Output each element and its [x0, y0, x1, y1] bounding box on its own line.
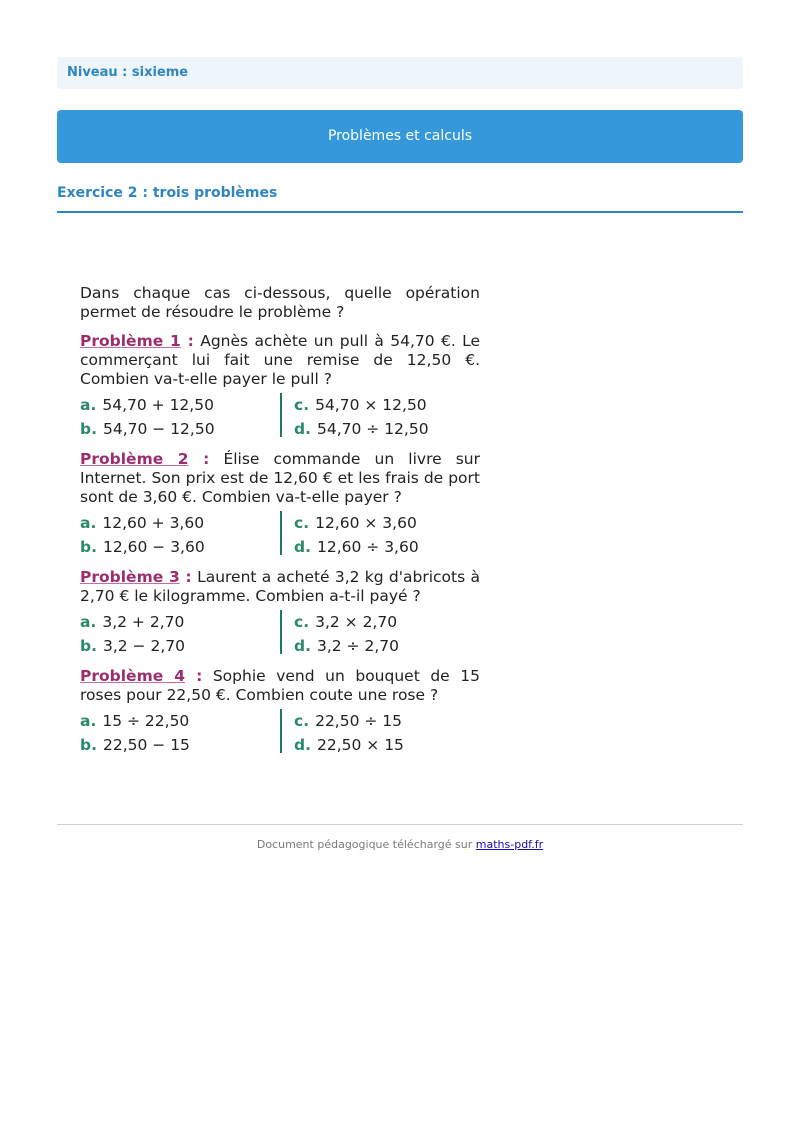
problem-label: Problème 3	[80, 568, 180, 586]
choice-divider	[280, 393, 429, 437]
choice-a: a. 12,60 + 3,60	[80, 514, 205, 532]
problem-text: Élise commande un livre sur Internet. Son prix est de 12,60 € et les frais de port sont de 3,60 €. Combien va-t-elle payer ?	[80, 450, 480, 506]
problem-block	[80, 667, 480, 757]
exercise-title: Exercice 2 : trois problèmes	[57, 185, 743, 213]
answer-choices	[80, 610, 480, 658]
exercise-image	[80, 284, 480, 766]
choice-c: c. 12,60 × 3,60	[294, 514, 417, 532]
choice-divider	[280, 610, 399, 654]
problem-statement: Problème 4 : Sophie vend un bouquet de 15 roses pour 22,50 €. Combien coute une rose ?	[80, 667, 480, 704]
choice-d: d. 54,70 ÷ 12,50	[294, 420, 429, 438]
choice-d: d. 3,2 ÷ 2,70	[294, 637, 399, 655]
choice-c: c. 3,2 × 2,70	[294, 613, 398, 631]
problem-text: Laurent a acheté 3,2 kg d'abricots à 2,70 € le kilogramme. Combien a-t-il payé ?	[80, 568, 480, 605]
footer-link[interactable]: maths-pdf.fr	[475, 838, 544, 851]
choice-b: b. 54,70 − 12,50	[80, 420, 215, 438]
choice-d: d. 12,60 ÷ 3,60	[294, 538, 419, 556]
choice-divider	[280, 709, 404, 753]
footer-text: Document pédagogique téléchargé sur	[256, 838, 473, 851]
page-title-banner: Problèmes et calculs	[57, 110, 743, 163]
problem-block	[80, 568, 480, 658]
problem-statement: Problème 3 : Laurent a acheté 3,2 kg d'abricots à 2,70 € le kilogramme. Combien a-t-il payé ?	[80, 568, 480, 605]
choice-c: c. 22,50 ÷ 15	[294, 712, 403, 730]
choice-d: d. 22,50 × 15	[294, 736, 404, 754]
problem-label: Problème 2	[80, 450, 189, 468]
choice-divider	[280, 511, 419, 555]
problem-label: Problème 4	[80, 667, 186, 685]
answer-choices	[80, 709, 480, 757]
choice-c: c. 54,70 × 12,50	[294, 396, 427, 414]
choice-a: a. 3,2 + 2,70	[80, 613, 185, 631]
footer	[0, 838, 800, 851]
problem-label: Problème 1	[80, 332, 181, 350]
choice-b: b. 12,60 − 3,60	[80, 538, 205, 556]
choice-b: b. 22,50 − 15	[80, 736, 190, 754]
problem-statement: Problème 1 : Agnès achète un pull à 54,70 €. Le commerçant lui fait une remise de 12,50 €. Combien va-t-elle payer le pull ?	[80, 332, 480, 388]
problem-statement: Problème 2 : Élise commande un livre sur Internet. Son prix est de 12,60 € et les frais de port sont de 3,60 €. Combien va-t-elle payer ?	[80, 450, 480, 506]
intro-text: Dans chaque cas ci-dessous, quelle opération permet de résoudre le problème ?	[80, 284, 480, 321]
problem-text: Sophie vend un bouquet de 15 roses pour 22,50 €. Combien coute une rose ?	[80, 667, 480, 704]
footer-divider	[57, 824, 743, 825]
choice-a: a. 15 ÷ 22,50	[80, 712, 190, 730]
problem-block	[80, 332, 480, 441]
choice-a: a. 54,70 + 12,50	[80, 396, 214, 414]
problem-block	[80, 450, 480, 559]
problem-text: Agnès achète un pull à 54,70 €. Le commerçant lui fait une remise de 12,50 €. Combien va-t-elle payer le pull ?	[80, 332, 480, 388]
answer-choices	[80, 511, 480, 559]
choice-b: b. 3,2 − 2,70	[80, 637, 185, 655]
answer-choices	[80, 393, 480, 441]
level-badge: Niveau : sixieme	[57, 57, 743, 89]
